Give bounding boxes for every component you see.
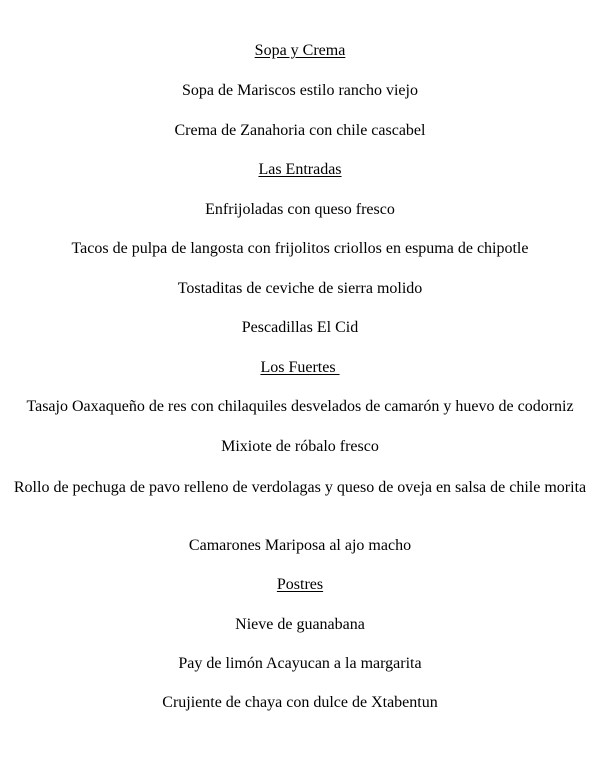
menu-item: Pay de limón Acayucan a la margarita (178, 655, 422, 672)
menu-item: Nieve de guanabana (235, 616, 365, 633)
menu-item: Tacos de pulpa de langosta con frijolitos criollos en espuma de chipotle (71, 240, 529, 257)
menu-item: Crema de Zanahoria con chile cascabel (174, 122, 426, 139)
menu-item: Tasajo Oaxaqueño de res con chilaquiles desvelados de camarón y huevo de codorniz (26, 398, 574, 415)
menu-item: Camarones Mariposa al ajo macho (188, 537, 412, 554)
menu-item: Pescadillas El Cid (241, 319, 359, 336)
section-heading-sopa-y-crema: Sopa y Crema (254, 42, 346, 59)
section-heading-las-entradas: Las Entradas (258, 161, 342, 178)
menu-item: Crujiente de chaya con dulce de Xtabentun (162, 694, 438, 711)
menu-item: Sopa de Mariscos estilo rancho viejo (182, 82, 418, 99)
section-heading-los-fuertes: Los Fuertes (260, 359, 340, 376)
menu-item: Rollo de pechuga de pavo relleno de verdolagas y queso de oveja en salsa de chile morita (13, 479, 587, 496)
section-heading-postres: Postres (276, 576, 324, 593)
menu-item: Enfrijoladas con queso fresco (205, 201, 395, 218)
menu-item: Tostaditas de ceviche de sierra molido (177, 280, 423, 297)
menu-item: Mixiote de róbalo fresco (221, 438, 379, 455)
